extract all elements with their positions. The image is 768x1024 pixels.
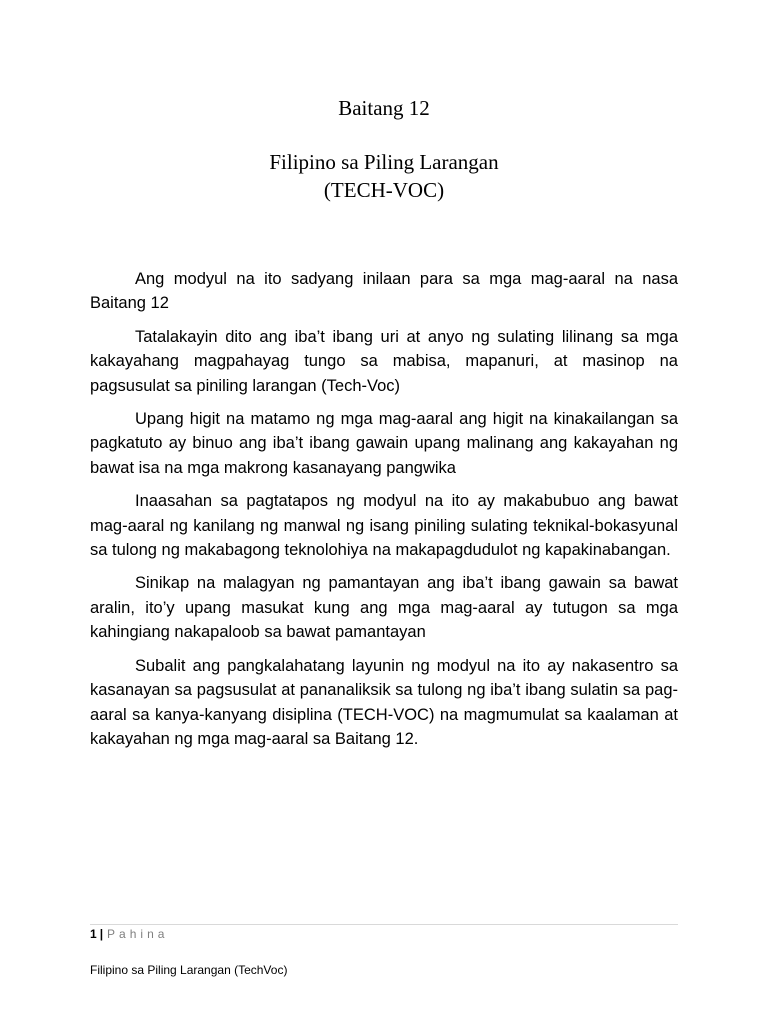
body-paragraph: Subalit ang pangkalahatang layunin ng modyul na ito ay nakasentro sa kasanayan sa pagsusulat at pananaliksik sa tulong ng iba’t ibang sulatin sa pag-aaral sa kanya-kanyang disiplina (TECH-VOC) na magmumulat sa kaalaman at kakayahan ng mga mag-aaral sa Baitang 12. [90, 656, 678, 748]
page-number: 1 [90, 927, 97, 941]
page-label: Pahina [107, 927, 169, 941]
document-subject-heading: Filipino sa Piling Larangan [269, 150, 499, 174]
document-body [90, 267, 678, 760]
page-number-separator: | [99, 927, 104, 941]
body-paragraph: Ang modyul na ito sadyang inilaan para sa mga mag-aaral na nasa Baitang 12 [90, 270, 678, 313]
body-paragraph: Sinikap na malagyan ng pamantayan ang iba’t ibang gawain sa bawat aralin, ito’y upang masukat kung ang mga mag-aaral ay tutugon sa mga kahingiang nakapaloob sa bawat pamantayan [90, 574, 678, 642]
document-track-heading: (TECH-VOC) [323, 178, 445, 202]
document-grade-heading: Baitang 12 [338, 96, 430, 120]
footer-divider [90, 924, 678, 925]
body-paragraph: Upang higit na matamo ng mga mag-aaral ang higit na kinakailangan sa pagkatuto ay binuo ang iba’t ibang gawain upang malinang ang kakayahan ng bawat isa na mga makrong kasanayang pangwika [90, 410, 678, 477]
footer-document-title: Filipino sa Piling Larangan (TechVoc) [90, 963, 288, 977]
page-number-footer [90, 926, 168, 942]
body-paragraph: Inaasahan sa pagtatapos ng modyul na ito ay makabubuo ang bawat mag-aaral ng kanilang ng manwal ng isang piniling sulating teknikal-bokasyunal sa tulong ng makabagong teknolohiya na makapagdudulot ng kapakinabangan. [90, 492, 678, 560]
body-paragraph: Tatalakayin dito ang iba’t ibang uri at anyo ng sulating lilinang sa mga kakayahang magpahayag tungo sa mabisa, mapanuri, at masinop na pagsusulat sa piniling larangan (Tech-Voc) [90, 327, 678, 395]
